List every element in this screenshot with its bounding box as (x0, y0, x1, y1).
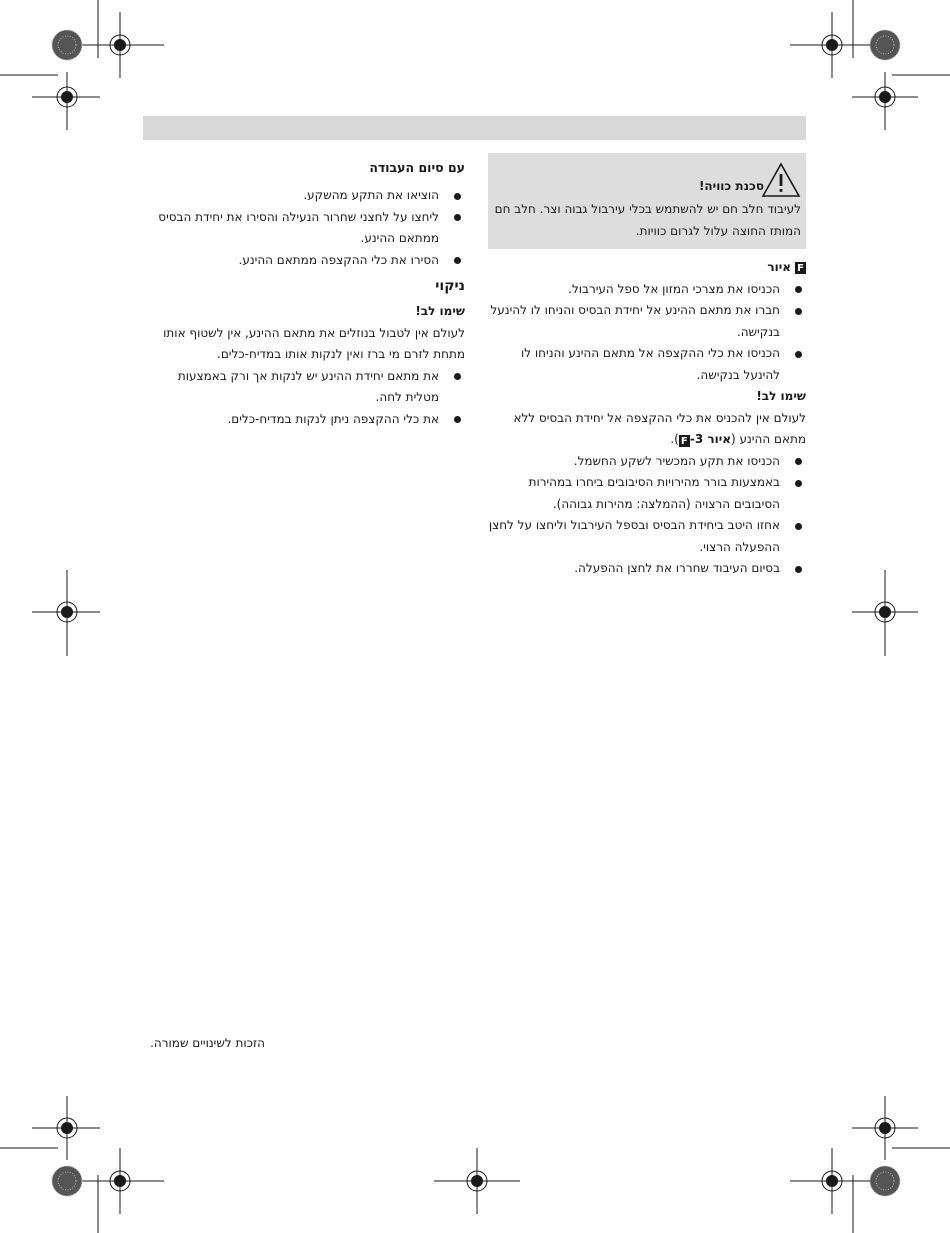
note-text-before: לעולם אין להכניס את כלי ההקצפה אל יחידת הבסיס ללא מתאם ההינע ( (513, 410, 806, 446)
list-item-text: חברו את מתאם ההינע אל יחידת הבסיס והניחו לו להינעל בנקישה. (490, 303, 780, 339)
bullet-icon (795, 351, 802, 358)
list-item (488, 472, 806, 515)
bullet-icon (454, 416, 461, 423)
list-item-text: את כלי ההקצפה ניתן לנקות במדיח-כלים. (227, 411, 439, 426)
bullet-icon (795, 566, 802, 573)
steps-list-2 (488, 451, 806, 580)
warning-text: לעיבוד חלב חם יש להשתמש בכלי עירבול גבוה וצר. חלב חם המותז החוצה עלול לגרום כוויות. (494, 202, 801, 238)
bullet-icon (454, 193, 461, 200)
note-text: לעולם אין לטבול בנוזלים את מתאם ההינע, אין לשטוף אותו מתחת לזרם מי ברז ואין לנקות אותו במדיח-כלים. (163, 325, 465, 361)
list-item-text: ליחצו על לחצני שחרור הנעילה והסירו את יחידת הבסיס ממתאם ההינע. (158, 209, 439, 245)
bullet-icon (795, 480, 802, 487)
registration-mark-icon (434, 1148, 520, 1214)
figure-badge-icon: F (795, 262, 806, 274)
figure-heading (488, 257, 806, 279)
bullet-icon (454, 373, 461, 380)
figure-heading-label: איור (767, 260, 791, 274)
note-ref-label: איור 3- (689, 432, 731, 446)
list-item-text: את מתאם יחידת ההינע יש לנקות אך ורק באמצעות מטלית לחה. (177, 368, 439, 404)
list-item-text: הוציאו את התקע מהשקע. (303, 188, 439, 202)
list-item (143, 250, 465, 272)
registration-mark-icon (32, 72, 100, 130)
color-target-icon (870, 30, 900, 60)
steps-list (488, 279, 806, 387)
list-item (488, 300, 806, 343)
list-item (143, 185, 465, 207)
warning-header (493, 159, 801, 201)
color-target-icon (52, 1166, 82, 1196)
bullet-icon (454, 257, 461, 264)
list-item (143, 366, 465, 409)
color-target-icon (52, 30, 82, 60)
registration-mark-icon (32, 1096, 100, 1160)
registration-mark-icon (76, 12, 164, 78)
end-steps-list (143, 185, 465, 271)
registration-mark-icon (32, 570, 100, 656)
registration-mark-icon (852, 570, 918, 656)
list-item (488, 515, 806, 558)
note-text (488, 408, 806, 451)
registration-mark-icon (790, 1148, 880, 1214)
clean-steps-list (143, 366, 465, 431)
bullet-icon (795, 523, 802, 530)
list-item (488, 343, 806, 386)
color-target-icon (870, 1166, 900, 1196)
registration-mark-icon (76, 1148, 164, 1214)
section-heading-cleaning: ניקוי (435, 278, 465, 294)
bullet-icon (795, 458, 802, 465)
list-item-text: באמצעות בורר מהירויות הסיבובים ביחרו במהירות הסיבובים הרצויה (ההמלצה: מהירות גבוהה). (528, 475, 780, 511)
registration-mark-icon (790, 12, 880, 78)
list-item-text: הסירו את כלי ההקצפה ממתאם ההינע. (238, 252, 439, 267)
warning-triangle-icon (761, 162, 801, 198)
list-item-text: הכניסו את כלי ההקצפה אל מתאם ההינע והניחו לו להינעל בנקישה. (521, 346, 780, 382)
list-item (488, 451, 806, 473)
list-item-text: הכניסו את תקע המכשיר לשקע החשמל. (573, 453, 780, 468)
note-title: שימו לב! (756, 389, 806, 403)
list-item (143, 409, 465, 431)
note-text-after: ). (670, 432, 679, 446)
note-figure-ref (679, 432, 731, 446)
bullet-icon (795, 286, 802, 293)
list-item (488, 279, 806, 301)
list-item-text: בסיום העיבוד שחררו את לחצן ההפעלה. (574, 561, 780, 575)
warning-title: סכנת כוויה! (698, 179, 764, 194)
bullet-icon (795, 308, 802, 315)
section-heading-end-of-work: עם סיום העבודה (369, 160, 465, 175)
right-column (488, 153, 806, 580)
warning-box (488, 153, 806, 249)
footer-note: הזכות לשינויים שמורה. (150, 1036, 265, 1050)
list-item-text: אחזו היטב ביחידת הבסיס ובספל העירבול וליחצו על לחצן ההפעלה הרצוי. (488, 518, 780, 554)
list-item (488, 558, 806, 580)
list-item-text: הכניסו את מצרכי המזון אל ספל העירבול. (568, 281, 780, 296)
registration-mark-icon (852, 1096, 918, 1160)
list-item (143, 207, 465, 250)
registration-mark-icon (852, 72, 918, 130)
figure-badge-icon: F (679, 435, 690, 447)
bullet-icon (454, 214, 461, 221)
left-column (143, 153, 465, 430)
note-title: שימו לב! (415, 304, 465, 318)
header-bar (143, 116, 806, 140)
